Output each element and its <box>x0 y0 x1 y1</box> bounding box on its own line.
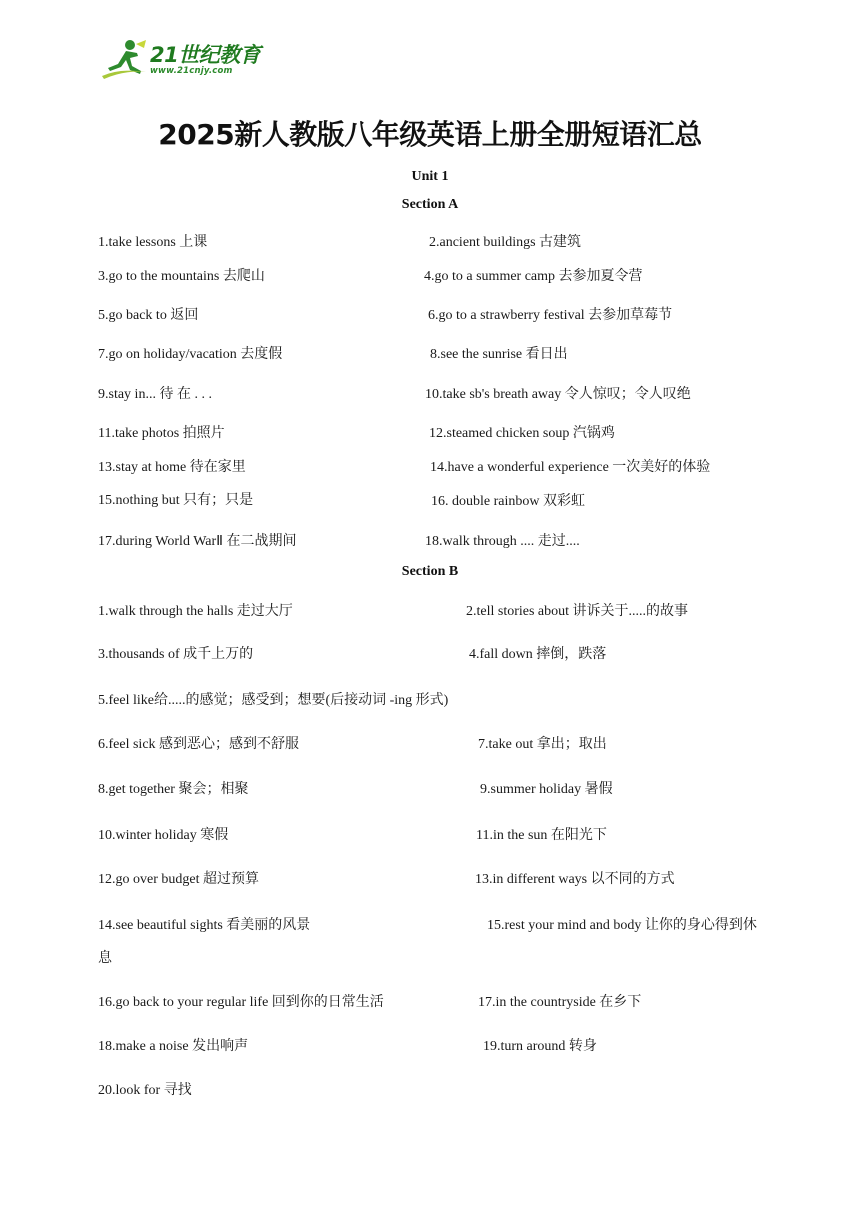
runner-logo-icon <box>100 38 150 80</box>
phrase-item: 4.go to a summer camp 去参加夏令营 <box>424 269 643 284</box>
document-title: 2025新人教版八年级英语上册全册短语汇总 <box>158 118 702 151</box>
phrase-item-continuation: 息 <box>98 951 112 966</box>
phrase-item: 14.have a wonderful experience 一次美好的体验 <box>430 460 711 475</box>
phrase-item: 6.go to a strawberry festival 去参加草莓节 <box>428 308 673 323</box>
phrase-item: 7.take out 拿出；取出 <box>478 737 607 752</box>
phrase-item: 3.go to the mountains 去爬山 <box>98 269 265 284</box>
phrase-item: 10.take sb's breath away 令人惊叹；令人叹绝 <box>425 387 691 402</box>
logo-text: 21世纪教育 <box>150 43 261 67</box>
phrase-item: 13.in different ways 以不同的方式 <box>475 872 675 887</box>
phrase-item: 17.during World WarⅡ 在二战期间 <box>98 534 297 549</box>
phrase-item: 19.turn around 转身 <box>483 1039 597 1054</box>
phrase-item: 12.steamed chicken soup 汽锅鸡 <box>429 426 615 441</box>
logo-url: www.21cnjy.com <box>150 66 233 76</box>
phrase-item: 15.rest your mind and body 让你的身心得到休 <box>487 918 757 933</box>
section-a-heading: Section A <box>401 197 459 212</box>
phrase-item: 20.look for 寻找 <box>98 1083 192 1098</box>
phrase-item: 18.walk through .... 走过.... <box>425 534 580 549</box>
phrase-item: 11.take photos 拍照片 <box>98 426 225 441</box>
phrase-item: 1.take lessons 上课 <box>98 235 208 250</box>
phrase-item: 10.winter holiday 寒假 <box>98 828 229 843</box>
phrase-item: 8.see the sunrise 看日出 <box>430 347 568 362</box>
phrase-item: 16.go back to your regular life 回到你的日常生活 <box>98 995 384 1010</box>
phrase-item: 8.get together 聚会；相聚 <box>98 782 249 797</box>
phrase-item: 18.make a noise 发出响声 <box>98 1039 249 1054</box>
phrase-item: 2.tell stories about 讲诉关于.....的故事 <box>466 604 689 619</box>
phrase-item: 11.in the sun 在阳光下 <box>476 828 607 843</box>
phrase-item: 5.feel like给.....的感觉；感受到；想要(后接动词 -ing 形式) <box>98 693 449 708</box>
phrase-item: 15.nothing but 只有；只是 <box>98 493 254 508</box>
phrase-item: 17.in the countryside 在乡下 <box>478 995 642 1010</box>
phrase-item: 3.thousands of 成千上万的 <box>98 647 254 662</box>
phrase-item: 1.walk through the halls 走过大厅 <box>98 604 293 619</box>
site-logo <box>100 38 270 82</box>
phrase-item: 9.summer holiday 暑假 <box>480 782 613 797</box>
phrase-item: 14.see beautiful sights 看美丽的风景 <box>98 918 311 933</box>
phrase-item: 4.fall down 摔倒，跌落 <box>469 647 607 662</box>
phrase-item: 2.ancient buildings 古建筑 <box>429 235 582 250</box>
phrase-item: 6.feel sick 感到恶心；感到不舒服 <box>98 737 300 752</box>
section-b-heading: Section B <box>401 564 459 579</box>
phrase-item: 9.stay in... 待 在 . . . <box>98 387 212 402</box>
unit-heading: Unit 1 <box>411 169 449 184</box>
phrase-item: 7.go on holiday/vacation 去度假 <box>98 347 283 362</box>
phrase-item: 13.stay at home 待在家里 <box>98 460 246 475</box>
phrase-item: 5.go back to 返回 <box>98 308 199 323</box>
phrase-item: 12.go over budget 超过预算 <box>98 872 259 887</box>
phrase-item: 16. double rainbow 双彩虹 <box>431 494 585 509</box>
